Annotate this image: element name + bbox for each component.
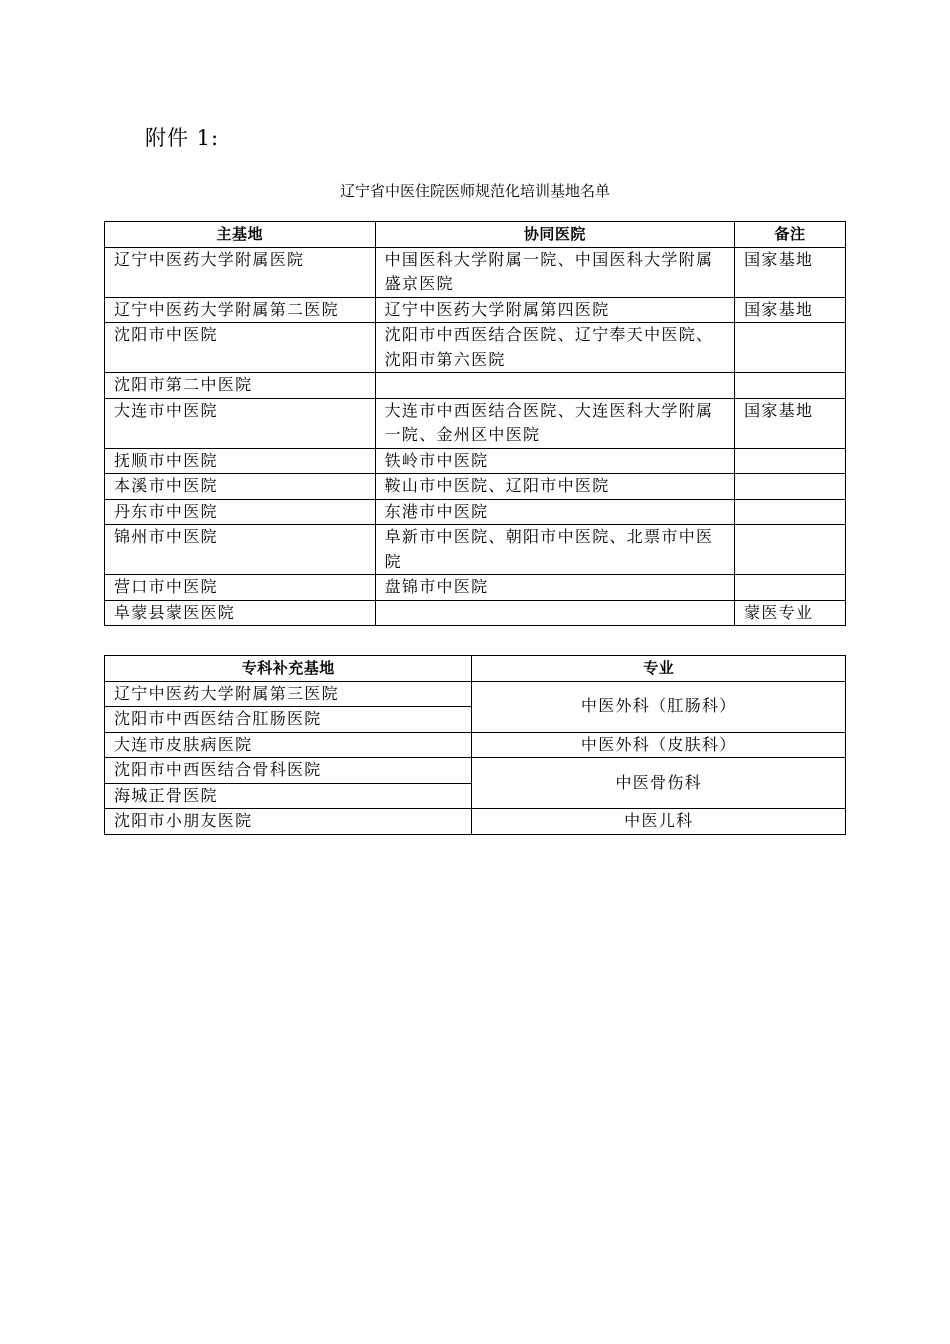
- partner-hospitals-cell: 中国医科大学附属一院、中国医科大学附属盛京医院: [375, 247, 735, 297]
- remarks-cell: 国家基地: [735, 247, 846, 297]
- specialty-table-body: [105, 681, 846, 834]
- specialty-base-cell: 沈阳市小朋友医院: [105, 809, 472, 835]
- header-remarks: 备注: [735, 222, 846, 248]
- specialty-base-cell: 大连市皮肤病医院: [105, 732, 472, 758]
- header-main-base: 主基地: [105, 222, 376, 248]
- table-row: [105, 297, 846, 323]
- specialty-cell: 中医儿科: [472, 809, 846, 835]
- remarks-cell: [735, 525, 846, 575]
- table-row: [105, 732, 846, 758]
- remarks-cell: [735, 448, 846, 474]
- main-base-cell: 辽宁中医药大学附属医院: [105, 247, 376, 297]
- main-base-cell: 营口市中医院: [105, 575, 376, 601]
- specialty-base-table: [104, 655, 846, 835]
- specialty-base-cell: 沈阳市中西医结合肛肠医院: [105, 707, 472, 733]
- remarks-cell: [735, 373, 846, 399]
- attachment-label: 附件 1:: [145, 126, 220, 150]
- remarks-cell: [735, 474, 846, 500]
- partner-hospitals-cell: 大连市中西医结合医院、大连医科大学附属一院、金州区中医院: [375, 398, 735, 448]
- main-base-cell: 大连市中医院: [105, 398, 376, 448]
- remarks-cell: [735, 575, 846, 601]
- header-specialty: 专业: [472, 656, 846, 682]
- table-row: [105, 499, 846, 525]
- partner-hospitals-cell: [375, 600, 735, 626]
- specialty-base-cell: 辽宁中医药大学附属第三医院: [105, 681, 472, 707]
- table-row: [105, 448, 846, 474]
- header-specialty-base: 专科补充基地: [105, 656, 472, 682]
- main-base-cell: 锦州市中医院: [105, 525, 376, 575]
- header-partner-hospitals: 协同医院: [375, 222, 735, 248]
- partner-hospitals-cell: 盘锦市中医院: [375, 575, 735, 601]
- table-row: [105, 681, 846, 707]
- table-header-row: [105, 656, 846, 682]
- table-header-row: [105, 222, 846, 248]
- partner-hospitals-cell: 东港市中医院: [375, 499, 735, 525]
- main-base-cell: 丹东市中医院: [105, 499, 376, 525]
- main-base-cell: 沈阳市第二中医院: [105, 373, 376, 399]
- partner-hospitals-cell: 辽宁中医药大学附属第四医院: [375, 297, 735, 323]
- specialty-cell: 中医外科（皮肤科）: [472, 732, 846, 758]
- partner-hospitals-cell: 阜新市中医院、朝阳市中医院、北票市中医院: [375, 525, 735, 575]
- specialty-cell: 中医骨伤科: [472, 758, 846, 809]
- partner-hospitals-cell: 沈阳市中西医结合医院、辽宁奉天中医院、沈阳市第六医院: [375, 323, 735, 373]
- remarks-cell: [735, 323, 846, 373]
- partner-hospitals-cell: [375, 373, 735, 399]
- main-base-cell: 阜蒙县蒙医医院: [105, 600, 376, 626]
- main-base-cell: 本溪市中医院: [105, 474, 376, 500]
- table-row: [105, 525, 846, 575]
- main-base-table: [104, 221, 846, 626]
- table-row: [105, 373, 846, 399]
- specialty-base-cell: 沈阳市中西医结合骨科医院: [105, 758, 472, 784]
- table-row: [105, 398, 846, 448]
- specialty-cell: 中医外科（肛肠科）: [472, 681, 846, 732]
- table-row: [105, 575, 846, 601]
- specialty-base-cell: 海城正骨医院: [105, 783, 472, 809]
- remarks-cell: 蒙医专业: [735, 600, 846, 626]
- table-row: [105, 758, 846, 784]
- main-base-cell: 抚顺市中医院: [105, 448, 376, 474]
- partner-hospitals-cell: 鞍山市中医院、辽阳市中医院: [375, 474, 735, 500]
- remarks-cell: 国家基地: [735, 297, 846, 323]
- table-row: [105, 474, 846, 500]
- main-base-cell: 沈阳市中医院: [105, 323, 376, 373]
- document-title: 辽宁省中医住院医师规范化培训基地名单: [339, 182, 610, 200]
- table-row: [105, 600, 846, 626]
- table-row: [105, 809, 846, 835]
- remarks-cell: 国家基地: [735, 398, 846, 448]
- remarks-cell: [735, 499, 846, 525]
- main-base-cell: 辽宁中医药大学附属第二医院: [105, 297, 376, 323]
- table-row: [105, 247, 846, 297]
- partner-hospitals-cell: 铁岭市中医院: [375, 448, 735, 474]
- main-table-body: [105, 247, 846, 626]
- table-row: [105, 323, 846, 373]
